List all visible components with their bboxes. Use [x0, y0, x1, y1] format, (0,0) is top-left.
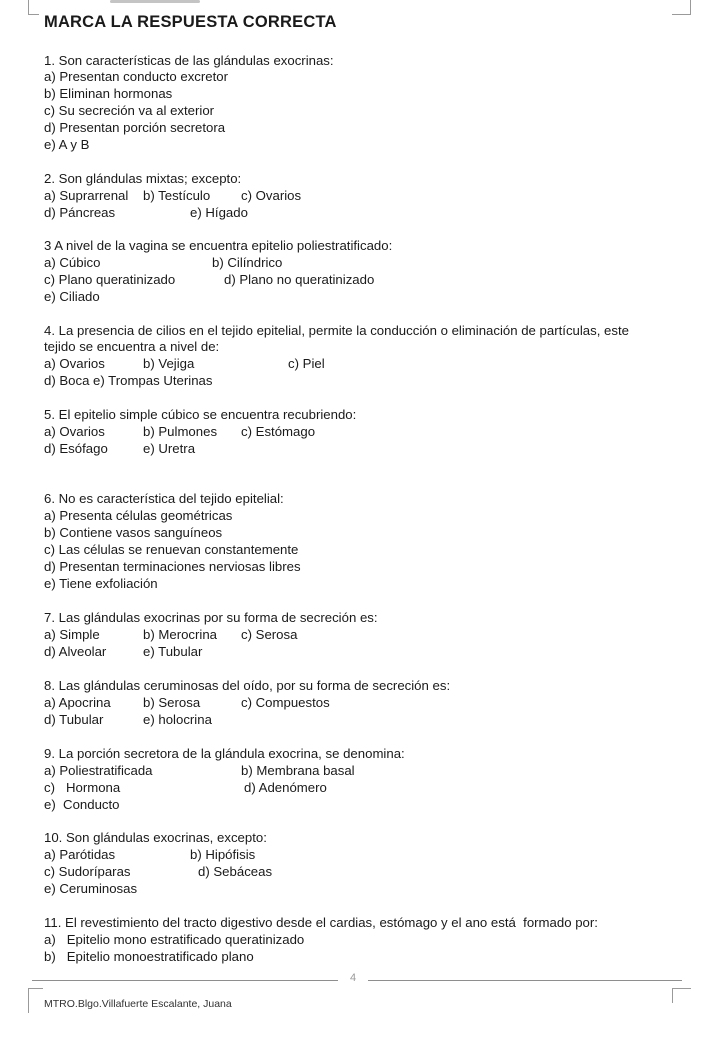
q8-option-b: b) Serosa — [143, 695, 201, 710]
question-6-stem: 6. No es característica del tejido epitelial: — [44, 491, 284, 506]
q8-option-e: e) holocrina — [143, 712, 212, 727]
question-7-stem: 7. Las glándulas exocrinas por su forma de secreción es: — [44, 610, 378, 625]
q6-option-c: c) Las células se renuevan constantemente — [44, 542, 299, 557]
question-5-stem: 5. El epitelio simple cúbico se encuentra recubriendo: — [44, 407, 357, 422]
q10-option-c: c) Sudoríparas — [44, 864, 131, 879]
q1-option-c: c) Su secreción va al exterior — [44, 103, 215, 118]
q2-option-c: c) Ovarios — [241, 188, 302, 203]
q6-option-d: d) Presentan terminaciones nerviosas libres — [44, 559, 301, 574]
crop-mark-top-right — [672, 0, 691, 15]
q9-option-b: b) Membrana basal — [241, 763, 355, 778]
question-2-stem: 2. Son glándulas mixtas; excepto: — [44, 171, 242, 186]
q1-option-a: a) Presentan conducto excretor — [44, 69, 228, 84]
footer-rule-left — [32, 980, 338, 981]
q5-option-a: a) Ovarios — [44, 424, 105, 439]
footer-rule-right — [368, 980, 682, 981]
q4-option-a: a) Ovarios — [44, 356, 105, 371]
q3-option-a: a) Cúbico — [44, 255, 101, 270]
q9-option-a: a) Poliestratificada — [44, 763, 153, 778]
page-number: 4 — [350, 972, 357, 984]
q7-option-e: e) Tubular — [143, 644, 203, 659]
q3-option-d: d) Plano no queratinizado — [224, 272, 375, 287]
q10-option-a: a) Parótidas — [44, 847, 116, 862]
q4-option-c: c) Piel — [288, 356, 325, 371]
question-10-stem: 10. Son glándulas exocrinas, excepto: — [44, 830, 267, 845]
q3-option-b: b) Cilíndrico — [212, 255, 283, 270]
crop-mark-bottom-left — [28, 988, 43, 1013]
q8-option-c: c) Compuestos — [241, 695, 330, 710]
q4-option-d: d) Boca — [44, 373, 90, 388]
q2-option-b: b) Testículo — [143, 188, 211, 203]
q7-option-a: a) Simple — [44, 627, 100, 642]
q10-option-b: b) Hipófisis — [190, 847, 256, 862]
q6-option-b: b) Contiene vasos sanguíneos — [44, 525, 223, 540]
header-bar — [110, 0, 200, 3]
q9-option-d: d) Adenómero — [244, 780, 327, 795]
q3-option-c: c) Plano queratinizado — [44, 272, 176, 287]
q7-option-b: b) Merocrina — [143, 627, 218, 642]
q9-option-e: e) Conducto — [44, 797, 120, 812]
q6-option-a: a) Presenta células geométricas — [44, 508, 233, 523]
crop-mark-top-left — [28, 0, 39, 15]
q7-option-c: c) Serosa — [241, 627, 298, 642]
q2-option-e: e) Hígado — [190, 205, 248, 220]
q5-option-b: b) Pulmones — [143, 424, 218, 439]
q2-option-d: d) Páncreas — [44, 205, 116, 220]
q5-option-d: d) Esófago — [44, 441, 108, 456]
q4-option-e: e) Trompas Uterinas — [93, 373, 213, 388]
q9-option-c: c) Hormona — [44, 780, 121, 795]
question-4-stem: 4. La presencia de cilios en el tejido epitelial, permite la conducción o eliminación de partículas, este — [44, 323, 629, 338]
q4-option-b: b) Vejiga — [143, 356, 195, 371]
question-8-stem: 8. Las glándulas ceruminosas del oído, por su forma de secreción es: — [44, 678, 451, 693]
q7-option-d: d) Alveolar — [44, 644, 107, 659]
question-9-stem: 9. La porción secretora de la glándula exocrina, se denomina: — [44, 746, 405, 761]
q1-option-e: e) A y B — [44, 137, 90, 152]
q3-option-e: e) Ciliado — [44, 289, 100, 304]
q5-option-e: e) Uretra — [143, 441, 196, 456]
q5-option-c: c) Estómago — [241, 424, 316, 439]
q11-option-a: a) Epitelio mono estratificado queratinizado — [44, 932, 305, 947]
crop-mark-bottom-right — [672, 988, 691, 1003]
q1-option-d: d) Presentan porción secretora — [44, 120, 226, 135]
question-1-stem: 1. Son características de las glándulas exocrinas: — [44, 53, 334, 68]
q8-option-a: a) Apocrina — [44, 695, 111, 710]
author-credit: MTRO.Blgo.Villafuerte Escalante, Juana — [44, 998, 232, 1010]
question-11-stem: 11. El revestimiento del tracto digestivo desde el cardias, estómago y el ano está formado por: — [44, 915, 598, 930]
q6-option-e: e) Tiene exfoliación — [44, 576, 158, 591]
q2-option-a: a) Suprarrenal — [44, 188, 129, 203]
question-4-stem-cont: tejido se encuentra a nivel de: — [44, 339, 220, 354]
q11-option-b: b) Epitelio monoestratificado plano — [44, 949, 254, 964]
question-3-stem: 3 A nivel de la vagina se encuentra epitelio poliestratificado: — [44, 238, 393, 253]
q10-option-e: e) Ceruminosas — [44, 881, 138, 896]
q10-option-d: d) Sebáceas — [198, 864, 273, 879]
q1-option-b: b) Eliminan hormonas — [44, 86, 173, 101]
q8-option-d: d) Tubular — [44, 712, 104, 727]
page-title: MARCA LA RESPUESTA CORRECTA — [44, 13, 337, 31]
